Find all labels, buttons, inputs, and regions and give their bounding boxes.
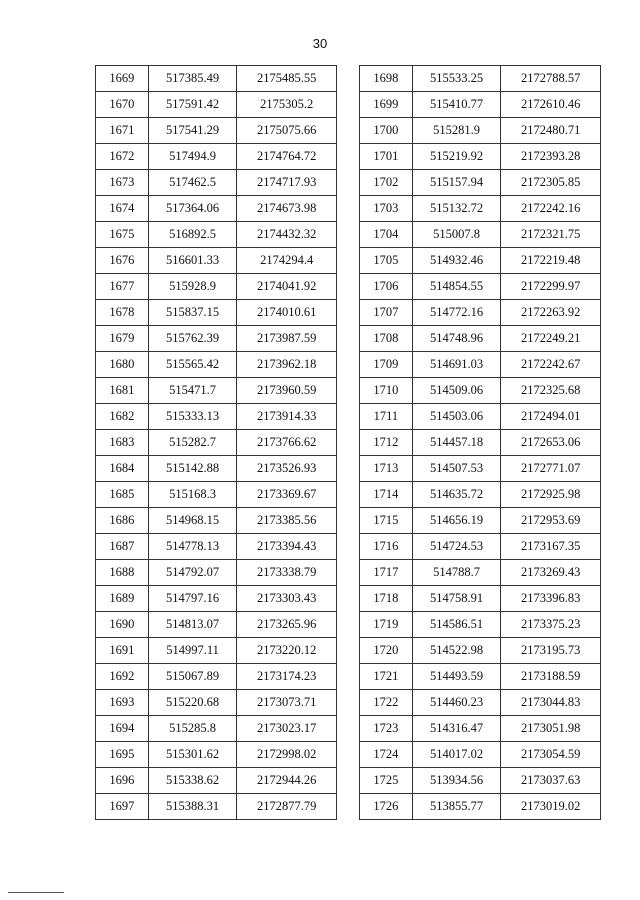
table-row: [360, 378, 601, 404]
point-number-cell: 1670: [96, 92, 149, 118]
point-number-cell: 1672: [96, 144, 149, 170]
y-coordinate-cell: 2172321.75: [501, 222, 601, 248]
y-coordinate-cell: 2173023.17: [237, 716, 337, 742]
x-coordinate-cell: 515928.9: [148, 274, 237, 300]
table-row: [96, 144, 337, 170]
x-coordinate-cell: 513855.77: [412, 794, 501, 820]
y-coordinate-cell: 2173394.43: [237, 534, 337, 560]
point-number-cell: 1677: [96, 274, 149, 300]
point-number-cell: 1706: [360, 274, 413, 300]
table-row: [96, 66, 337, 92]
point-number-cell: 1716: [360, 534, 413, 560]
x-coordinate-cell: 515142.88: [148, 456, 237, 482]
point-number-cell: 1698: [360, 66, 413, 92]
y-coordinate-cell: 2174294.4: [237, 248, 337, 274]
x-coordinate-cell: 515285.8: [148, 716, 237, 742]
y-coordinate-cell: 2173766.62: [237, 430, 337, 456]
point-number-cell: 1695: [96, 742, 149, 768]
table-row: [96, 248, 337, 274]
x-coordinate-cell: 515132.72: [412, 196, 501, 222]
table-row: [360, 638, 601, 664]
table-row: [96, 118, 337, 144]
y-coordinate-cell: 2173019.02: [501, 794, 601, 820]
point-number-cell: 1715: [360, 508, 413, 534]
y-coordinate-cell: 2173073.71: [237, 690, 337, 716]
y-coordinate-cell: 2175485.55: [237, 66, 337, 92]
y-coordinate-cell: 2173269.43: [501, 560, 601, 586]
x-coordinate-cell: 514792.07: [148, 560, 237, 586]
point-number-cell: 1690: [96, 612, 149, 638]
point-number-cell: 1717: [360, 560, 413, 586]
point-number-cell: 1705: [360, 248, 413, 274]
x-coordinate-cell: 514691.03: [412, 352, 501, 378]
y-coordinate-cell: 2172242.67: [501, 352, 601, 378]
x-coordinate-cell: 515533.25: [412, 66, 501, 92]
x-coordinate-cell: 515282.7: [148, 430, 237, 456]
table-row: [360, 716, 601, 742]
point-number-cell: 1676: [96, 248, 149, 274]
y-coordinate-cell: 2172944.26: [237, 768, 337, 794]
y-coordinate-cell: 2172494.01: [501, 404, 601, 430]
point-number-cell: 1687: [96, 534, 149, 560]
x-coordinate-cell: 515338.62: [148, 768, 237, 794]
table-row: [96, 352, 337, 378]
table-row: [96, 638, 337, 664]
table-row: [96, 742, 337, 768]
table-row: [96, 196, 337, 222]
y-coordinate-cell: 2173044.83: [501, 690, 601, 716]
x-coordinate-cell: 514778.13: [148, 534, 237, 560]
point-number-cell: 1704: [360, 222, 413, 248]
table-row: [360, 690, 601, 716]
x-coordinate-cell: 515565.42: [148, 352, 237, 378]
y-coordinate-cell: 2173369.67: [237, 482, 337, 508]
point-number-cell: 1726: [360, 794, 413, 820]
y-coordinate-cell: 2172653.06: [501, 430, 601, 456]
point-number-cell: 1674: [96, 196, 149, 222]
point-number-cell: 1683: [96, 430, 149, 456]
y-coordinate-cell: 2172242.16: [501, 196, 601, 222]
table-row: [360, 170, 601, 196]
y-coordinate-cell: 2173960.59: [237, 378, 337, 404]
y-coordinate-cell: 2173375.23: [501, 612, 601, 638]
y-coordinate-cell: 2173303.43: [237, 586, 337, 612]
x-coordinate-cell: 514854.55: [412, 274, 501, 300]
y-coordinate-cell: 2173174.23: [237, 664, 337, 690]
point-number-cell: 1673: [96, 170, 149, 196]
point-number-cell: 1678: [96, 300, 149, 326]
table-row: [360, 196, 601, 222]
point-number-cell: 1692: [96, 664, 149, 690]
point-number-cell: 1714: [360, 482, 413, 508]
x-coordinate-cell: 516892.5: [148, 222, 237, 248]
point-number-cell: 1682: [96, 404, 149, 430]
x-coordinate-cell: 514635.72: [412, 482, 501, 508]
point-number-cell: 1675: [96, 222, 149, 248]
y-coordinate-cell: 2173167.35: [501, 534, 601, 560]
x-coordinate-cell: 515168.3: [148, 482, 237, 508]
y-coordinate-cell: 2173987.59: [237, 326, 337, 352]
point-number-cell: 1669: [96, 66, 149, 92]
point-number-cell: 1710: [360, 378, 413, 404]
table-row: [96, 612, 337, 638]
point-number-cell: 1701: [360, 144, 413, 170]
table-row: [360, 352, 601, 378]
table-row: [360, 560, 601, 586]
point-number-cell: 1697: [96, 794, 149, 820]
x-coordinate-cell: 514503.06: [412, 404, 501, 430]
x-coordinate-cell: 517494.9: [148, 144, 237, 170]
table-row: [96, 690, 337, 716]
table-row: [96, 716, 337, 742]
y-coordinate-cell: 2172263.92: [501, 300, 601, 326]
point-number-cell: 1688: [96, 560, 149, 586]
x-coordinate-cell: 515157.94: [412, 170, 501, 196]
table-row: [96, 664, 337, 690]
x-coordinate-cell: 517364.06: [148, 196, 237, 222]
x-coordinate-cell: 514797.16: [148, 586, 237, 612]
point-number-cell: 1680: [96, 352, 149, 378]
table-row: [96, 92, 337, 118]
table-row: [360, 768, 601, 794]
x-coordinate-cell: 514813.07: [148, 612, 237, 638]
y-coordinate-cell: 2173037.63: [501, 768, 601, 794]
x-coordinate-cell: 514724.53: [412, 534, 501, 560]
y-coordinate-cell: 2174717.93: [237, 170, 337, 196]
table-row: [96, 300, 337, 326]
y-coordinate-cell: 2172299.97: [501, 274, 601, 300]
point-number-cell: 1685: [96, 482, 149, 508]
point-number-cell: 1718: [360, 586, 413, 612]
table-row: [360, 482, 601, 508]
table-row: [96, 222, 337, 248]
table-row: [360, 222, 601, 248]
table-row: [96, 274, 337, 300]
table-row: [96, 170, 337, 196]
y-coordinate-cell: 2173338.79: [237, 560, 337, 586]
y-coordinate-cell: 2174010.61: [237, 300, 337, 326]
x-coordinate-cell: 517591.42: [148, 92, 237, 118]
y-coordinate-cell: 2173195.73: [501, 638, 601, 664]
y-coordinate-cell: 2173914.33: [237, 404, 337, 430]
point-number-cell: 1713: [360, 456, 413, 482]
y-coordinate-cell: 2173220.12: [237, 638, 337, 664]
table-row: [96, 326, 337, 352]
y-coordinate-cell: 2172325.68: [501, 378, 601, 404]
y-coordinate-cell: 2173396.83: [501, 586, 601, 612]
y-coordinate-cell: 2173054.59: [501, 742, 601, 768]
x-coordinate-cell: 515067.89: [148, 664, 237, 690]
x-coordinate-cell: 515762.39: [148, 326, 237, 352]
table-row: [360, 612, 601, 638]
x-coordinate-cell: 514509.06: [412, 378, 501, 404]
y-coordinate-cell: 2173188.59: [501, 664, 601, 690]
y-coordinate-cell: 2173385.56: [237, 508, 337, 534]
x-coordinate-cell: 514772.16: [412, 300, 501, 326]
table-row: [96, 534, 337, 560]
table-row: [360, 300, 601, 326]
y-coordinate-cell: 2174764.72: [237, 144, 337, 170]
y-coordinate-cell: 2173051.98: [501, 716, 601, 742]
x-coordinate-cell: 517541.29: [148, 118, 237, 144]
y-coordinate-cell: 2175075.66: [237, 118, 337, 144]
x-coordinate-cell: 514968.15: [148, 508, 237, 534]
y-coordinate-cell: 2172610.46: [501, 92, 601, 118]
x-coordinate-cell: 514457.18: [412, 430, 501, 456]
table-row: [360, 742, 601, 768]
table-row: [360, 404, 601, 430]
y-coordinate-cell: 2174432.32: [237, 222, 337, 248]
y-coordinate-cell: 2172925.98: [501, 482, 601, 508]
coordinates-table-right: [359, 65, 601, 820]
point-number-cell: 1693: [96, 690, 149, 716]
point-number-cell: 1679: [96, 326, 149, 352]
x-coordinate-cell: 515837.15: [148, 300, 237, 326]
coordinates-table-left: [95, 65, 337, 820]
x-coordinate-cell: 515301.62: [148, 742, 237, 768]
table-row: [360, 534, 601, 560]
x-coordinate-cell: 514997.11: [148, 638, 237, 664]
point-number-cell: 1700: [360, 118, 413, 144]
table-row: [360, 248, 601, 274]
table-row: [96, 430, 337, 456]
y-coordinate-cell: 2172953.69: [501, 508, 601, 534]
point-number-cell: 1724: [360, 742, 413, 768]
x-coordinate-cell: 517385.49: [148, 66, 237, 92]
x-coordinate-cell: 514316.47: [412, 716, 501, 742]
table-row: [360, 794, 601, 820]
x-coordinate-cell: 514758.91: [412, 586, 501, 612]
footnote-divider: [8, 892, 64, 893]
point-number-cell: 1720: [360, 638, 413, 664]
table-row: [96, 404, 337, 430]
table-row: [360, 508, 601, 534]
table-row: [360, 326, 601, 352]
x-coordinate-cell: 515471.7: [148, 378, 237, 404]
y-coordinate-cell: 2173265.96: [237, 612, 337, 638]
x-coordinate-cell: 514748.96: [412, 326, 501, 352]
table-row: [96, 482, 337, 508]
y-coordinate-cell: 2172998.02: [237, 742, 337, 768]
x-coordinate-cell: 515410.77: [412, 92, 501, 118]
x-coordinate-cell: 515281.9: [412, 118, 501, 144]
x-coordinate-cell: 513934.56: [412, 768, 501, 794]
table-row: [96, 508, 337, 534]
y-coordinate-cell: 2172771.07: [501, 456, 601, 482]
table-row: [96, 378, 337, 404]
table-row: [360, 456, 601, 482]
y-coordinate-cell: 2172877.79: [237, 794, 337, 820]
point-number-cell: 1702: [360, 170, 413, 196]
y-coordinate-cell: 2174673.98: [237, 196, 337, 222]
point-number-cell: 1671: [96, 118, 149, 144]
x-coordinate-cell: 514586.51: [412, 612, 501, 638]
y-coordinate-cell: 2174041.92: [237, 274, 337, 300]
point-number-cell: 1694: [96, 716, 149, 742]
point-number-cell: 1691: [96, 638, 149, 664]
table-row: [96, 794, 337, 820]
x-coordinate-cell: 516601.33: [148, 248, 237, 274]
point-number-cell: 1686: [96, 508, 149, 534]
point-number-cell: 1689: [96, 586, 149, 612]
y-coordinate-cell: 2172788.57: [501, 66, 601, 92]
table-row: [360, 586, 601, 612]
point-number-cell: 1722: [360, 690, 413, 716]
point-number-cell: 1703: [360, 196, 413, 222]
point-number-cell: 1711: [360, 404, 413, 430]
x-coordinate-cell: 517462.5: [148, 170, 237, 196]
y-coordinate-cell: 2173962.18: [237, 352, 337, 378]
point-number-cell: 1721: [360, 664, 413, 690]
y-coordinate-cell: 2172393.28: [501, 144, 601, 170]
y-coordinate-cell: 2172305.85: [501, 170, 601, 196]
x-coordinate-cell: 515219.92: [412, 144, 501, 170]
x-coordinate-cell: 515333.13: [148, 404, 237, 430]
x-coordinate-cell: 515388.31: [148, 794, 237, 820]
x-coordinate-cell: 514788.7: [412, 560, 501, 586]
point-number-cell: 1719: [360, 612, 413, 638]
point-number-cell: 1723: [360, 716, 413, 742]
x-coordinate-cell: 514507.53: [412, 456, 501, 482]
x-coordinate-cell: 514017.02: [412, 742, 501, 768]
table-row: [360, 92, 601, 118]
table-row: [360, 144, 601, 170]
x-coordinate-cell: 515007.8: [412, 222, 501, 248]
point-number-cell: 1708: [360, 326, 413, 352]
point-number-cell: 1707: [360, 300, 413, 326]
y-coordinate-cell: 2173526.93: [237, 456, 337, 482]
table-row: [96, 560, 337, 586]
page-number: 30: [312, 36, 328, 51]
point-number-cell: 1725: [360, 768, 413, 794]
table-row: [360, 430, 601, 456]
y-coordinate-cell: 2172480.71: [501, 118, 601, 144]
table-row: [360, 664, 601, 690]
point-number-cell: 1684: [96, 456, 149, 482]
point-number-cell: 1712: [360, 430, 413, 456]
x-coordinate-cell: 514656.19: [412, 508, 501, 534]
point-number-cell: 1681: [96, 378, 149, 404]
x-coordinate-cell: 514522.98: [412, 638, 501, 664]
x-coordinate-cell: 514460.23: [412, 690, 501, 716]
table-row: [360, 274, 601, 300]
x-coordinate-cell: 514493.59: [412, 664, 501, 690]
x-coordinate-cell: 514932.46: [412, 248, 501, 274]
point-number-cell: 1709: [360, 352, 413, 378]
y-coordinate-cell: 2175305.2: [237, 92, 337, 118]
table-row: [96, 768, 337, 794]
table-row: [360, 66, 601, 92]
table-row: [96, 586, 337, 612]
y-coordinate-cell: 2172219.48: [501, 248, 601, 274]
point-number-cell: 1696: [96, 768, 149, 794]
table-row: [360, 118, 601, 144]
point-number-cell: 1699: [360, 92, 413, 118]
table-row: [96, 456, 337, 482]
y-coordinate-cell: 2172249.21: [501, 326, 601, 352]
x-coordinate-cell: 515220.68: [148, 690, 237, 716]
